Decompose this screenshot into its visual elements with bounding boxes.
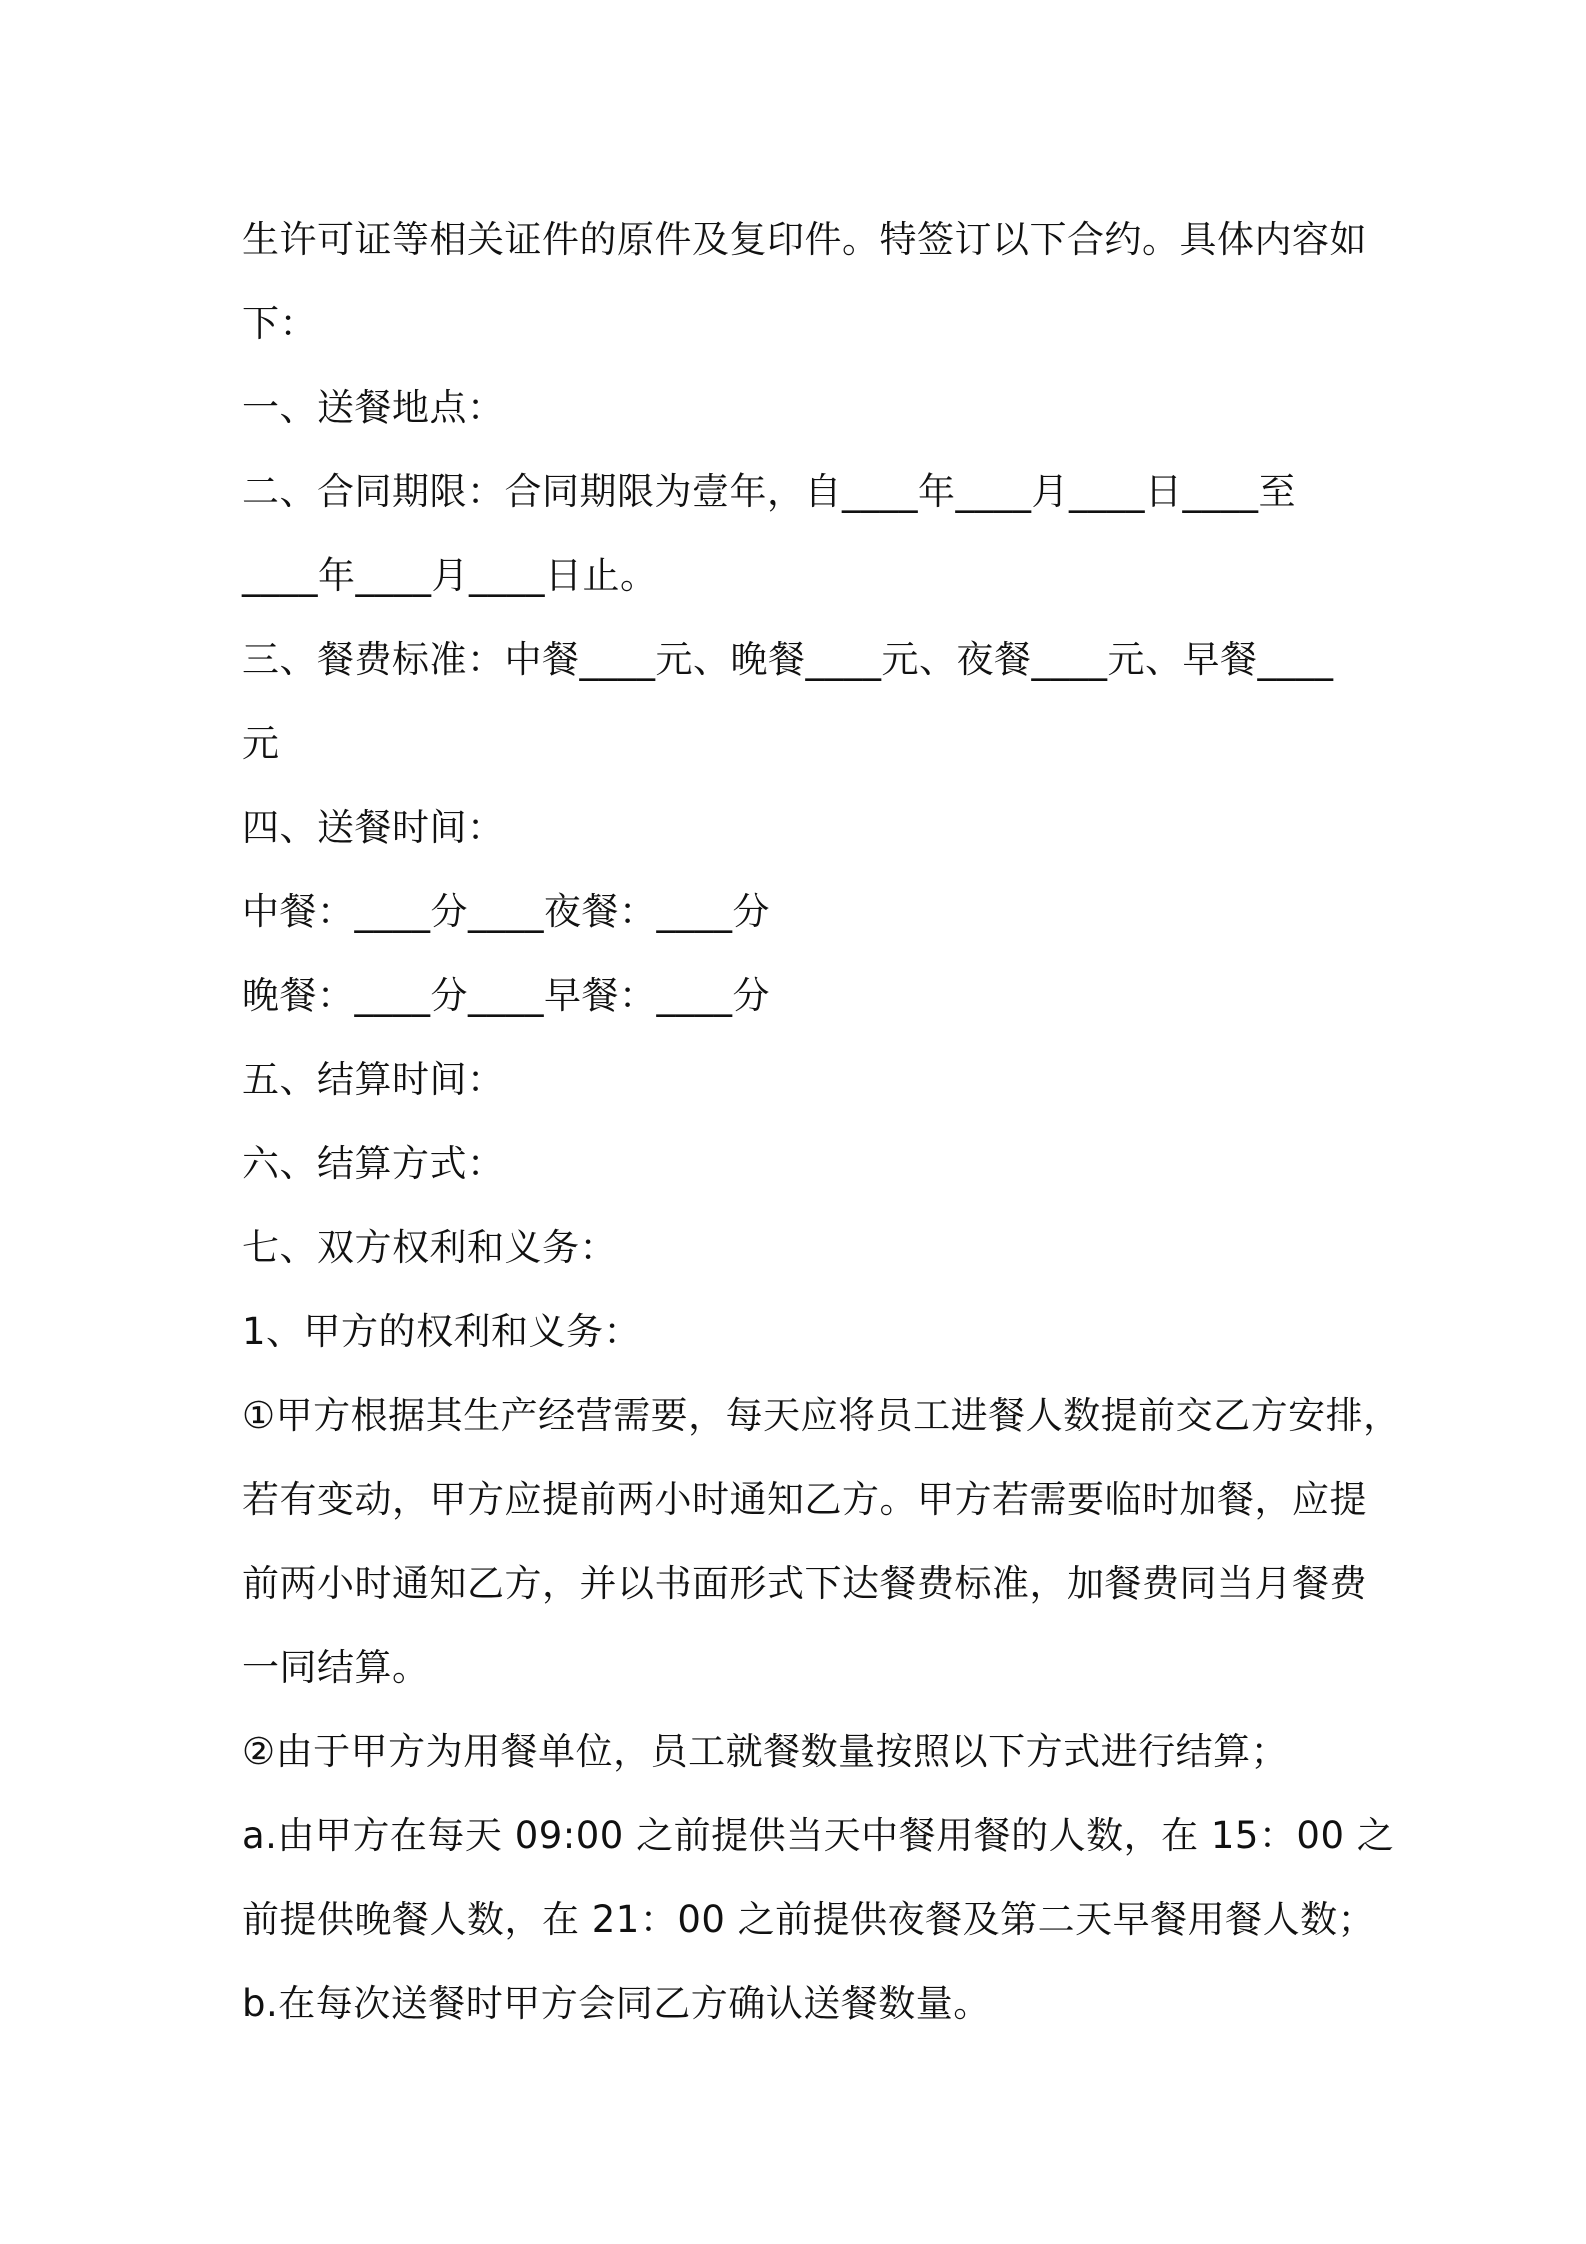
document-body (242, 198, 1401, 2046)
clause-line: ②由于甲方为用餐单位，员工就餐数量按照以下方式进行结算； (242, 1730, 1289, 1773)
clause-line: 前提供晚餐人数，在 21：00 之前提供夜餐及第二天早餐用餐人数； (242, 1898, 1376, 1941)
section-heading-meal-fee-standard: 三、餐费标准：中餐____元、晚餐____元、夜餐____元、早餐____ (242, 638, 1334, 681)
section-heading-delivery-location: 一、送餐地点： (242, 386, 505, 429)
clause-line: ①甲方根据其生产经营需要，每天应将员工进餐人数提前交乙方安排， (242, 1394, 1401, 1437)
section-heading-settlement-method: 六、结算方式： (242, 1142, 505, 1185)
clause-line: 若有变动，甲方应提前两小时通知乙方。甲方若需要临时加餐，应提 (242, 1478, 1367, 1521)
paragraph-line: ____年____月____日止。 (242, 554, 658, 597)
clause-line: a.由甲方在每天 09:00 之前提供当天中餐用餐的人数，在 15：00 之 (242, 1814, 1395, 1857)
delivery-time-line: 中餐：____分____夜餐：____分 (242, 890, 770, 933)
section-heading-contract-term: 二、合同期限：合同期限为壹年，自____年____月____日____至 (242, 470, 1296, 513)
clause-line: 一同结算。 (242, 1646, 430, 1689)
paragraph-line: 元 (242, 722, 280, 765)
section-heading-settlement-time: 五、结算时间： (242, 1058, 505, 1101)
clause-line: b.在每次送餐时甲方会同乙方确认送餐数量。 (242, 1982, 991, 2025)
paragraph-line: 下： (242, 302, 317, 345)
delivery-time-line: 晚餐：____分____早餐：____分 (242, 974, 770, 1017)
section-heading-rights-obligations: 七、双方权利和义务： (242, 1226, 617, 1269)
section-heading-delivery-time: 四、送餐时间： (242, 806, 505, 849)
subsection-heading-party-a: 1、甲方的权利和义务： (242, 1310, 642, 1353)
clause-line: 前两小时通知乙方，并以书面形式下达餐费标准，加餐费同当月餐费 (242, 1562, 1367, 1605)
paragraph-line: 生许可证等相关证件的原件及复印件。特签订以下合约。具体内容如 (242, 218, 1367, 261)
